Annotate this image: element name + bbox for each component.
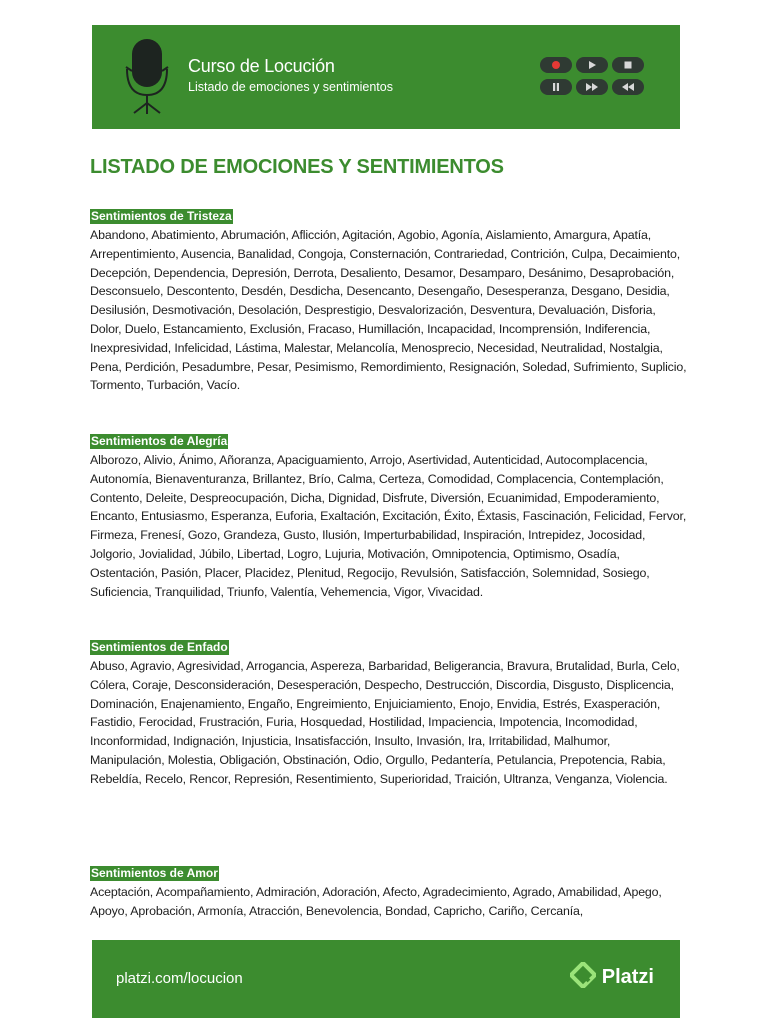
stop-icon bbox=[623, 60, 633, 70]
footer-url[interactable]: platzi.com/locucion bbox=[116, 970, 243, 987]
section-heading: Sentimientos de Enfado bbox=[91, 640, 228, 654]
platzi-brand-name: Platzi bbox=[601, 966, 654, 988]
fast-forward-button[interactable] bbox=[576, 79, 608, 95]
section-alegria bbox=[90, 432, 690, 601]
record-icon bbox=[551, 60, 561, 70]
section-tristeza bbox=[90, 207, 690, 395]
pause-button[interactable] bbox=[540, 79, 572, 95]
section-text: Abandono, Abatimiento, Abrumación, Aflicción, Agitación, Agobio, Agonía, Aislamiento, Amargura, Apatía, Arrepentimiento, Ausencia, Banalidad, Congoja, Consternación, Contrariedad, Contrición, Culpa, Decaimiento, Decepción, Dependencia, Depresión, Derrota, Desaliento, Desamor, Desamparo, Desánimo, Desaprobación, Desconsuelo, Descontento, Desdén, Desdicha, Desencanto, Desengaño, Desesperanza, Desgano, Desidia, Desilusión, Desmotivación, Desolación, Desprestigio, Desvalorización, Desventura, Devaluación, Disforia, Dolor, Duelo, Estancamiento, Exclusión, Fracaso, Humillación, Incapacidad, Incomprensión, Indiferencia, Inexpresividad, Infelicidad, Lástima, Malestar, Melancolía, Menosprecio, Necesidad, Neutralidad, Nostalgia, Pena, Perdición, Pesadumbre, Pesar, Pesimismo, Remordimiento, Resignación, Soledad, Sufrimiento, Suplicio, Tormento, Turbación, Vacío. bbox=[90, 228, 687, 393]
rewind-button[interactable] bbox=[612, 79, 644, 95]
section-text: Aceptación, Acompañamiento, Admiración, Adoración, Afecto, Agradecimiento, Agrado, Amabilidad, Apego, Apoyo, Aprobación, Armonía, Atracción, Benevolencia, Bondad, Capricho, Cariño, Cercanía, bbox=[90, 885, 662, 918]
course-subtitle: Listado de emociones y sentimientos bbox=[188, 80, 393, 94]
section-amor bbox=[90, 864, 690, 921]
rewind-icon bbox=[621, 82, 635, 92]
stop-button[interactable] bbox=[612, 57, 644, 73]
footer-banner bbox=[92, 940, 680, 1018]
section-text: Abuso, Agravio, Agresividad, Arrogancia, Aspereza, Barbaridad, Beligerancia, Bravura, Brutalidad, Burla, Celo, Cólera, Coraje, Desconsideración, Desesperación, Despecho, Destrucción, Discordia, Disgusto, Displicencia, Dominación, Enajenamiento, Engaño, Engreimiento, Enjuiciamiento, Enojo, Envidia, Estrés, Exasperación, Fastidio, Ferocidad, Frustración, Furia, Hosquedad, Hostilidad, Impaciencia, Impotencia, Incomodidad, Inconformidad, Indignación, Injusticia, Insatisfacción, Insulto, Invasión, Ira, Irritabilidad, Malhumor, Manipulación, Molestia, Obligación, Obstinación, Odio, Orgullo, Pedantería, Petulancia, Prepotencia, Rabia, Rebeldía, Recelo, Rencor, Represión, Resentimiento, Superioridad, Traición, Ultranza, Venganza, Violencia. bbox=[90, 659, 680, 786]
section-heading: Sentimientos de Tristeza bbox=[91, 209, 232, 223]
section-heading: Sentimientos de Alegría bbox=[91, 434, 228, 448]
page-title: LISTADO DE EMOCIONES Y SENTIMIENTOS bbox=[90, 156, 504, 178]
platzi-logo-icon bbox=[570, 962, 596, 993]
platzi-brand bbox=[570, 962, 654, 993]
section-enfado bbox=[90, 638, 690, 789]
fast-forward-icon bbox=[585, 82, 599, 92]
pause-icon bbox=[551, 82, 561, 92]
play-icon bbox=[587, 60, 597, 70]
microphone-icon bbox=[122, 37, 172, 115]
play-button[interactable] bbox=[576, 57, 608, 73]
header-banner bbox=[92, 25, 680, 129]
section-heading: Sentimientos de Amor bbox=[91, 866, 218, 880]
section-text: Alborozo, Alivio, Ánimo, Añoranza, Apaciguamiento, Arrojo, Asertividad, Autenticidad, Autocomplacencia, Autonomía, Bienaventuranza, Brillantez, Brío, Calma, Certeza, Comodidad, Complacencia, Contemplación, Contento, Deleite, Despreocupación, Dicha, Dignidad, Disfrute, Diversión, Ecuanimidad, Empoderamiento, Encanto, Entusiasmo, Esperanza, Euforia, Exaltación, Excitación, Éxito, Éxtasis, Fascinación, Felicidad, Fervor, Firmeza, Frenesí, Gozo, Grandeza, Gusto, Ilusión, Imperturbabilidad, Inspiración, Intrepidez, Jocosidad, Jolgorio, Jovialidad, Júbilo, Libertad, Logro, Lujuria, Motivación, Omnipotencia, Optimismo, Osadía, Ostentación, Pasión, Placer, Placidez, Plenitud, Regocijo, Revulsión, Satisfacción, Solemnidad, Sosiego, Suficiencia, Tranquilidad, Triunfo, Valentía, Vehemencia, Vigor, Vivacidad. bbox=[90, 453, 687, 599]
media-controls bbox=[540, 57, 646, 99]
record-button[interactable] bbox=[540, 57, 572, 73]
course-title: Curso de Locución bbox=[188, 56, 335, 76]
